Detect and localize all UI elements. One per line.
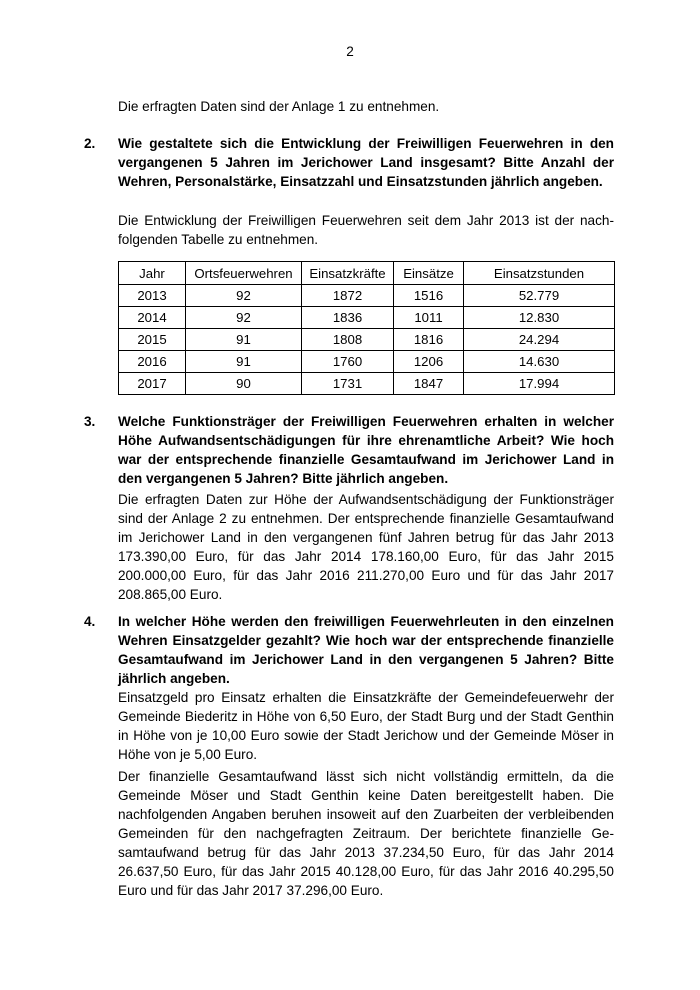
table-row	[119, 373, 615, 395]
table-cell: 1760	[302, 351, 394, 373]
column-header: Einsatzkräfte	[302, 262, 394, 285]
question-number: 2.	[84, 136, 96, 151]
table-cell: 52.779	[464, 285, 615, 307]
table-cell: 24.294	[464, 329, 615, 351]
table-cell: 92	[186, 307, 302, 329]
statistics-table	[118, 261, 615, 395]
page-number: 2	[346, 44, 354, 59]
table-cell: 1847	[394, 373, 464, 395]
table-cell: 1206	[394, 351, 464, 373]
table-row	[119, 351, 615, 373]
column-header: Einsatzstunden	[464, 262, 615, 285]
column-header: Jahr	[119, 262, 186, 285]
question-text: Wie gestaltete sich die Entwicklung der Freiwilligen Feuerwehren in den vergangenen 5 Jahren im Jerichower Land insgesamt? Bitte Anzahl der Wehren, Personalstärke, Einsatzzahl und Einsatzstunden jährlich angeben.	[118, 136, 614, 189]
table-row	[119, 329, 615, 351]
table-cell: 91	[186, 351, 302, 373]
answer-2: Die Entwicklung der Freiwilligen Feuerwehren seit dem Jahr 2013 ist der nachfolgenden Tabelle zu entnehmen.	[118, 213, 614, 247]
table-cell: 2015	[119, 329, 186, 351]
table-cell: 1872	[302, 285, 394, 307]
table-cell: 2013	[119, 285, 186, 307]
column-header: Ortsfeuerwehren	[186, 262, 302, 285]
table-cell: 12.830	[464, 307, 615, 329]
question-text: Welche Funktionsträger der Freiwilligen Feuerwehren erhalten in welcher Höhe Aufwandsentschädigungen für ihre ehrenamtliche Arbeit? Wie hoch war der entsprechende finanzielle Gesamtaufwand im Jerichower Land in den vergangenen 5 Jahren? Bitte jährlich angeben.	[118, 414, 614, 486]
table-cell: 17.994	[464, 373, 615, 395]
table-cell: 1816	[394, 329, 464, 351]
answer-3: Die erfragten Daten zur Höhe der Aufwandsentschädigung der Funktionsträger sind der Anlage 2 zu entnehmen. Der entsprechende finanzielle Gesamtaufwand im Jerichower Land in den vergangenen fünf Jahren betrug für das Jahr 2013 173.390,00 Euro, für das Jahr 2014 178.160,00 Euro, für das Jahr 2015 200.000,00 Euro, für das Jahr 2016 211.270,00 Euro und für das Jahr 2017 208.865,00 Euro.	[118, 492, 614, 602]
table-header-row	[119, 262, 615, 285]
question-number: 3.	[84, 414, 96, 429]
table-cell: 1516	[394, 285, 464, 307]
table-cell: 1011	[394, 307, 464, 329]
table-cell: 2016	[119, 351, 186, 373]
intro-text: Die erfragten Daten sind der Anlage 1 zu entnehmen.	[118, 99, 440, 114]
table-cell: 1731	[302, 373, 394, 395]
table-cell: 90	[186, 373, 302, 395]
column-header: Einsätze	[394, 262, 464, 285]
table-row	[119, 285, 615, 307]
answer-4-part-1: Einsatzgeld pro Einsatz erhalten die Einsatzkräfte der Gemeindefeuerwehr der Gemeinde Biederitz in Höhe von 6,50 Euro, der Stadt Burg und der Stadt Genthin in Höhe von je 10,00 Euro sowie der Stadt Jerichow und der Gemeinde Möser in Höhe von je 5,00 Euro.	[118, 690, 614, 762]
table-cell: 2017	[119, 373, 186, 395]
table-cell: 92	[186, 285, 302, 307]
table-row	[119, 307, 615, 329]
table-cell: 91	[186, 329, 302, 351]
question-text: In welcher Höhe werden den freiwilligen Feuerwehrleuten in den einzelnen Wehren Einsatzgelder gezahlt? Wie hoch war der entsprechende finanzielle Gesamtaufwand im Jerichower Land in den vergangenen 5 Jahren? Bitte jährlich angeben.	[118, 614, 614, 686]
table-cell: 1808	[302, 329, 394, 351]
table-cell: 1836	[302, 307, 394, 329]
answer-4-part-2: Der finanzielle Gesamtaufwand lässt sich nicht vollständig ermitteln, da die Gemeinde Möser und Stadt Genthin keine Daten bereitgestellt haben. Die nachfolgenden Angaben beruhen insoweit auf den Zuarbeiten der verbleibenden Gemeinden für den nachgefragten Zeitraum. Der berichtete finanzielle Gesamtaufwand betrug für das Jahr 2013 37.234,50 Euro, für das Jahr 2014 26.637,50 Euro, für das Jahr 2015 40.128,00 Euro, für das Jahr 2016 40.295,50 Euro und für das Jahr 2017 37.296,00 Euro.	[118, 769, 614, 898]
question-number: 4.	[84, 614, 96, 629]
table-cell: 14.630	[464, 351, 615, 373]
table-cell: 2014	[119, 307, 186, 329]
